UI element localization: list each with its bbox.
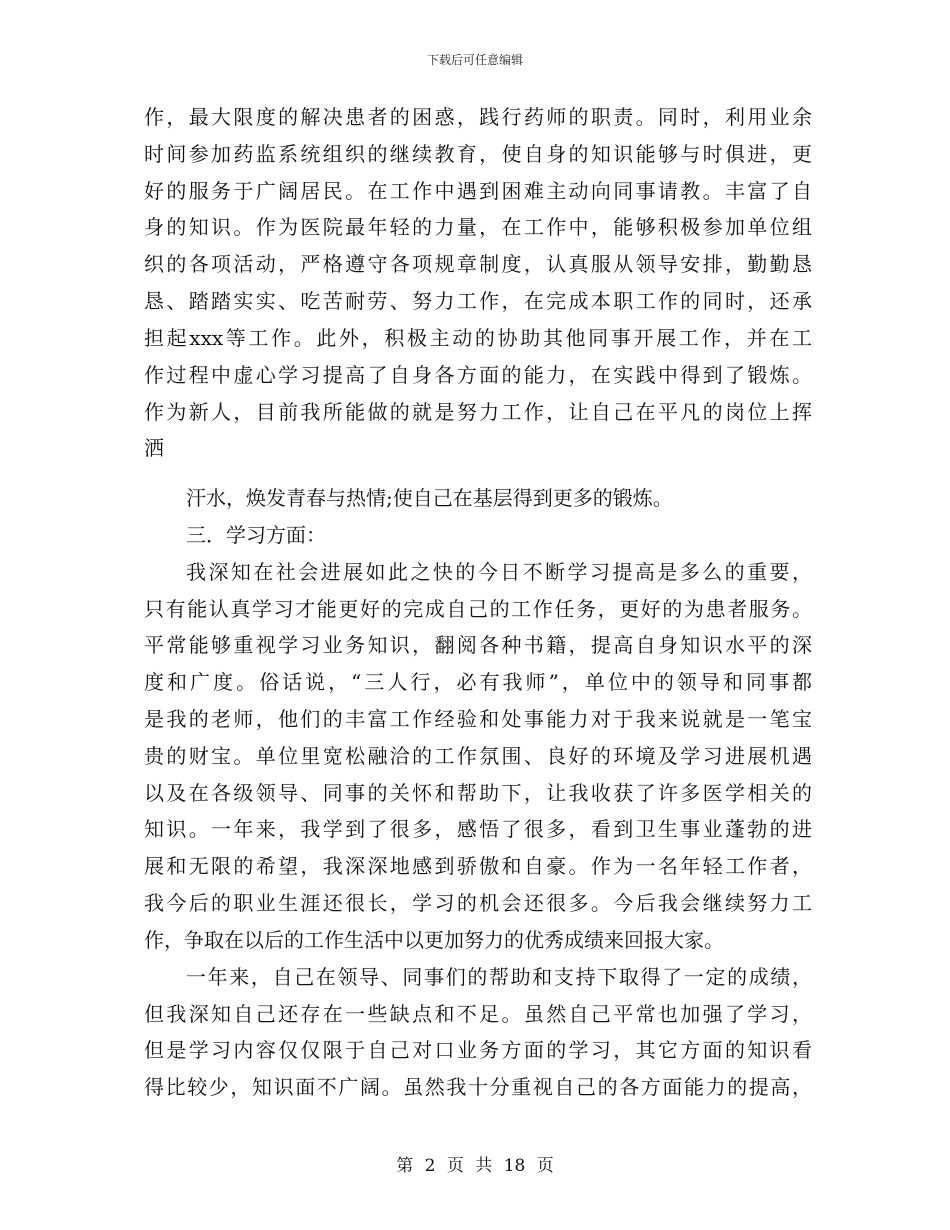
text-line: 度和广度。俗话说，“三人行，必有我师”，单位中的领导和同事都 (144, 670, 812, 694)
text-line: 洒 (144, 436, 164, 460)
page-number: 第 2 页 共 18 页 (396, 1156, 554, 1176)
text-line: 好的服务于广阔居民。在工作中遇到困难主动向同事请教。丰富了自 (144, 179, 812, 203)
text-line: 知识。一年来，我学到了很多，感悟了很多，看到卫生事业蓬勃的进 (144, 817, 812, 841)
text-line: 作，最大限度的解决患者的困惑，践行药师的职责。同时，利用业余 (144, 105, 812, 129)
text-line: 我深知在社会进展如此之快的今日不断学习提高是多么的重要， (186, 560, 812, 584)
text-line: 汗水，焕发青春与热情;使自己在基层得到更多的锻炼。 (186, 486, 673, 510)
text-line: 身的知识。作为医院最年轻的力量，在工作中，能够积极参加单位组 (144, 215, 812, 239)
text-line: 我今后的职业生涯还很长，学习的机会还很多。今后我会继续努力工 (144, 891, 812, 915)
text-line: 但是学习内容仅仅限于自己对口业务方面的学习，其它方面的知识看 (144, 1038, 812, 1062)
text-line: 作，争取在以后的工作生活中以更加努力的优秀成绩来回报大家。 (144, 928, 724, 952)
text-line: 一年来，自己在领导、同事们的帮助和支持下取得了一定的成绩， (186, 965, 812, 989)
text-line: 展和无限的希望，我深深地感到骄傲和自豪。作为一名年轻工作者， (144, 854, 812, 878)
text-line: 但我深知自己还存在一些缺点和不足。虽然自己平常也加强了学习， (144, 1002, 812, 1026)
download-note: 下载后可任意编辑 (426, 53, 523, 67)
text-line: 时间参加药监系统组织的继续教育，使自身的知识能够与时俱进，更 (144, 142, 812, 166)
section-heading: 三．学习方面： (186, 523, 326, 547)
text-line: 平常能够重视学习业务知识，翻阅各种书籍，提高自身知识水平的深 (144, 633, 812, 657)
text-line: 只有能认真学习才能更好的完成自己的工作任务，更好的为患者服务。 (144, 597, 812, 621)
text-line: 作为新人，目前我所能做的就是努力工作，让自己在平凡的岗位上挥 (144, 400, 812, 424)
text-line: 作过程中虚心学习提高了自身各方面的能力，在实践中得到了锻炼。 (144, 363, 812, 387)
text-line: 以及在各级领导、同事的关怀和帮助下，让我收获了许多医学相关的 (144, 781, 812, 805)
text-line: 恳、踏踏实实、吃苦耐劳、努力工作，在完成本职工作的同时，还承 (144, 289, 812, 313)
text-line: 织的各项活动，严格遵守各项规章制度，认真服从领导安排，勤勤恳 (144, 252, 812, 276)
text-line: 是我的老师，他们的丰富工作经验和处事能力对于我来说就是一笔宝 (144, 707, 812, 731)
text-line: 贵的财宝。单位里宽松融洽的工作氛围、良好的环境及学习进展机遇 (144, 744, 812, 768)
text-line: 担起xxx等工作。此外，积极主动的协助其他同事开展工作，并在工 (144, 326, 812, 350)
text-line: 得比较少，知识面不广阔。虽然我十分重视自己的各方面能力的提高， (144, 1075, 812, 1099)
